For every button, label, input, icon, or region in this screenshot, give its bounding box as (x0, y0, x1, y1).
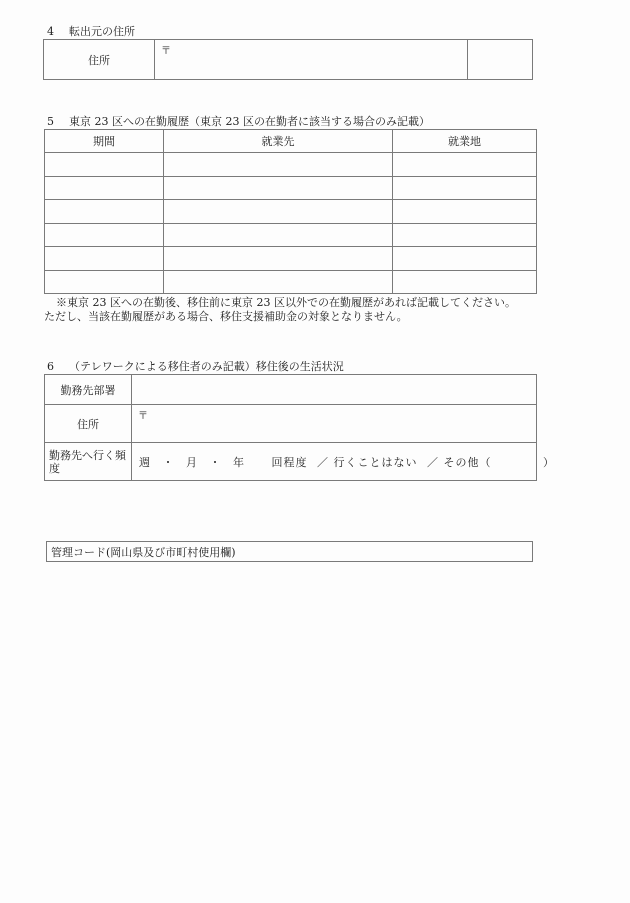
table-row (45, 153, 537, 177)
times-label: 回程度 (271, 455, 308, 469)
postal-mark-icon: 〒 (161, 46, 171, 57)
slash-separator: ／ (427, 455, 438, 469)
employer-cell[interactable] (164, 176, 393, 200)
management-code-box[interactable] (46, 541, 533, 562)
section5-table (44, 129, 537, 294)
section6-address-field[interactable] (132, 405, 537, 443)
section4-address-field[interactable] (155, 40, 468, 80)
employer-cell[interactable] (164, 247, 393, 271)
section5-number: 5 (47, 115, 54, 128)
section4-heading (47, 25, 135, 39)
work-location-cell[interactable] (393, 270, 537, 294)
employer-cell[interactable] (164, 200, 393, 224)
option-other-close: ） (543, 455, 554, 469)
work-location-cell[interactable] (393, 200, 537, 224)
frequency-label: 勤務先へ行く頻度 (45, 443, 132, 481)
option-week[interactable]: 週 (139, 455, 150, 469)
period-cell[interactable] (45, 247, 164, 271)
column-header-employer: 就業先 (164, 130, 393, 153)
section6-table (44, 374, 554, 481)
separator-dot: ・ (209, 455, 221, 469)
management-code-label: 管理コード(岡山県及び市町村使用欄) (51, 546, 236, 559)
period-cell[interactable] (45, 270, 164, 294)
period-cell[interactable] (45, 200, 164, 224)
table-row (45, 200, 537, 224)
option-never[interactable]: 行くことはない (333, 455, 418, 469)
period-cell[interactable] (45, 153, 164, 177)
slash-separator: ／ (317, 455, 328, 469)
work-location-cell[interactable] (393, 223, 537, 247)
work-location-cell[interactable] (393, 153, 537, 177)
work-location-cell[interactable] (393, 247, 537, 271)
column-header-work-location: 就業地 (393, 130, 537, 153)
section6-title: （テレワークによる移住者のみ記載）移住後の生活状況 (69, 360, 344, 373)
section6-heading (47, 360, 344, 374)
option-other[interactable]: その他（ (443, 455, 492, 469)
work-location-cell[interactable] (393, 176, 537, 200)
table-row (45, 270, 537, 294)
section4-extra-field[interactable] (468, 40, 533, 80)
section5-note-line2: ただし、当該在勤履歴がある場合、移住支援補助金の対象となりません。 (44, 310, 408, 323)
period-cell[interactable] (45, 176, 164, 200)
section6-number: 6 (47, 360, 54, 373)
period-cell[interactable] (45, 223, 164, 247)
employer-cell[interactable] (164, 223, 393, 247)
section4-table (43, 39, 533, 80)
option-year[interactable]: 年 (233, 455, 244, 469)
section5-title: 東京 23 区への在勤履歴（東京 23 区の在勤者に該当する場合のみ記載） (69, 115, 430, 128)
department-field[interactable] (132, 375, 537, 405)
section4-address-label: 住所 (44, 40, 155, 80)
employer-cell[interactable] (164, 153, 393, 177)
postal-mark-icon: 〒 (138, 411, 148, 422)
department-label: 勤務先部署 (45, 375, 132, 405)
table-header-row (45, 130, 537, 153)
section5-note-line1: ※東京 23 区への在勤後、移住前に東京 23 区以外での在勤履歴があれば記載してください。 (56, 296, 516, 309)
section4-number: 4 (47, 25, 54, 38)
frequency-field[interactable] (132, 443, 554, 481)
section4-title: 転出元の住所 (69, 25, 135, 38)
option-month[interactable]: 月 (186, 455, 197, 469)
table-row (45, 247, 537, 271)
separator-dot: ・ (162, 455, 174, 469)
table-row (45, 223, 537, 247)
column-header-period: 期間 (45, 130, 164, 153)
table-row (45, 176, 537, 200)
section5-heading (47, 115, 430, 129)
section6-address-label: 住所 (45, 405, 132, 443)
employer-cell[interactable] (164, 270, 393, 294)
